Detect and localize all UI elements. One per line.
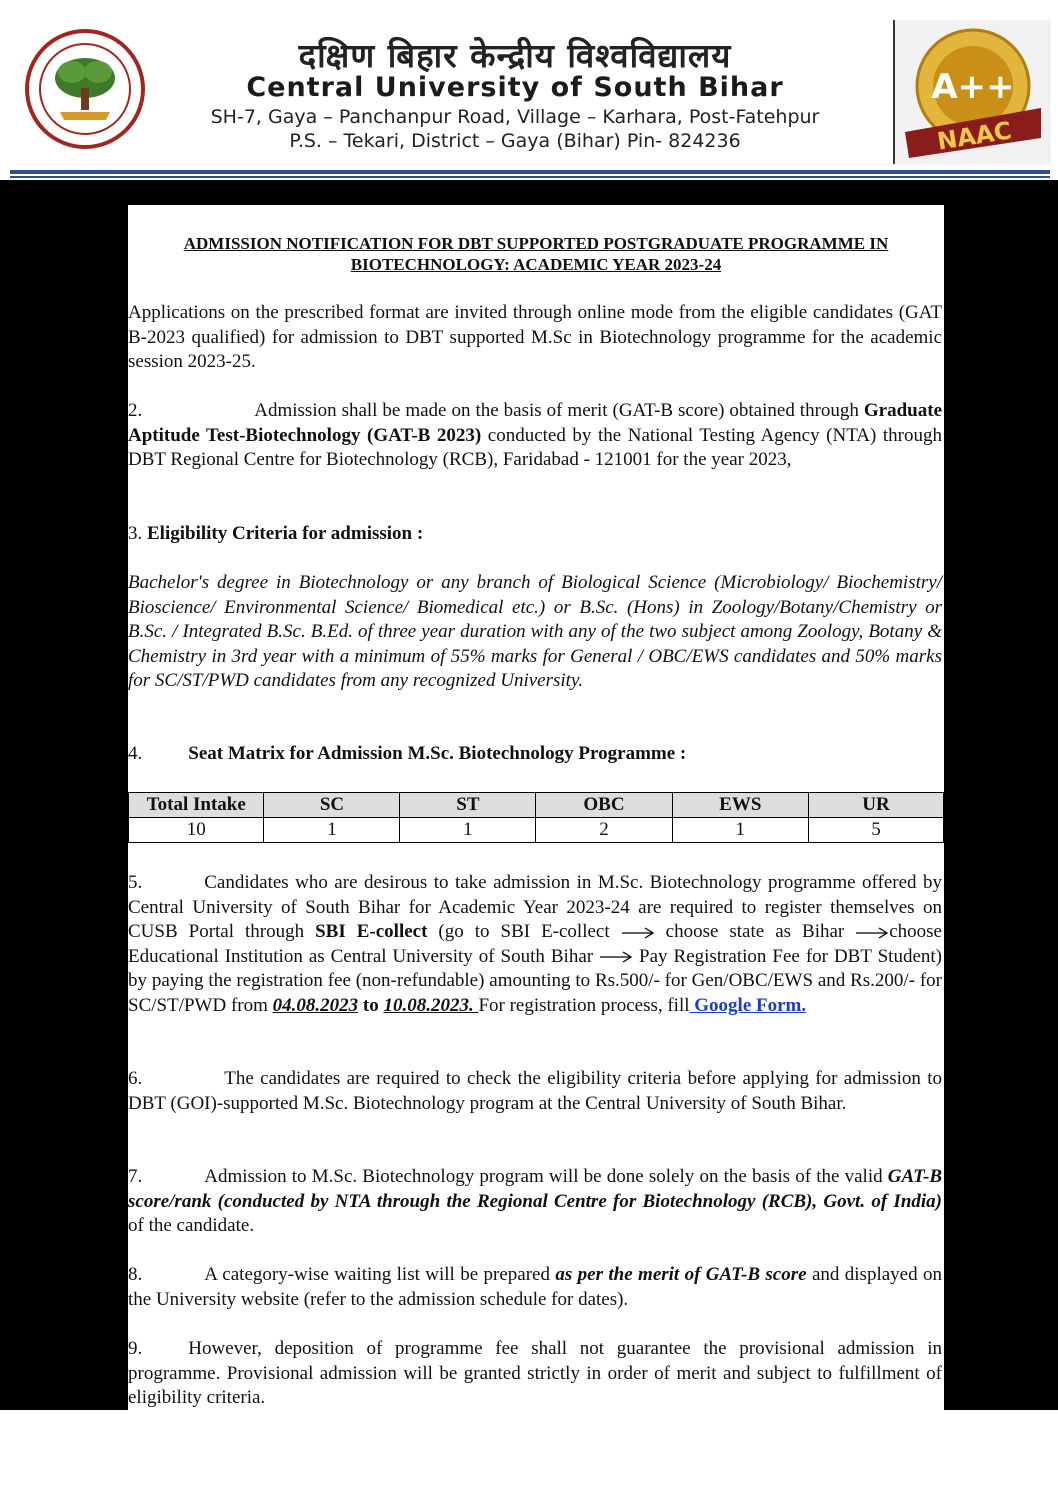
para-text: Admission shall be made on the basis of merit (GAT-B score) obtained through	[254, 400, 864, 421]
letterhead	[0, 18, 1058, 168]
para-number: 9.	[128, 1338, 143, 1359]
header-rule-thin	[10, 176, 1050, 178]
table-cell: 1	[672, 818, 808, 843]
start-date: 04.08.2023	[272, 994, 359, 1016]
paragraph-6	[128, 1067, 942, 1116]
sbi-ecollect: SBI E-collect	[315, 921, 428, 942]
para-number: 3.	[128, 523, 147, 544]
university-name-hindi: दक्षिण बिहार केन्द्रीय विश्वविद्यालय	[298, 36, 732, 75]
table-cell: 10	[129, 818, 264, 843]
paragraph-9	[128, 1337, 942, 1411]
merit-note: as per the merit of GAT-B score	[555, 1264, 807, 1285]
para-text: For registration process, fill	[478, 994, 690, 1016]
gatb-name: Graduate Aptitude Test-Biotechnology (GAT-B 2023)	[128, 400, 942, 446]
gatb-rank-note: GAT-B score/rank (conducted by NTA through the Regional Centre for Biotechnology (RCB), Govt. of India)	[128, 1166, 942, 1212]
eligibility-heading: Eligibility Criteria for admission :	[147, 523, 424, 544]
paragraph-1: Applications on the prescribed format are invited through online mode from the eligible candidates (GAT B-2023 qualified) for admission to DBT supported M.Sc in Biotechnology programme for the academic session 2023-25.	[128, 302, 942, 372]
para-number: 7.	[128, 1166, 143, 1187]
paragraph-2	[128, 399, 942, 473]
seat-matrix-heading: Seat Matrix for Admission M.Sc. Biotechnology Programme :	[188, 743, 687, 764]
table-row	[129, 818, 944, 843]
notice-title	[128, 233, 944, 275]
para-text: of the candidate.	[128, 1215, 255, 1236]
university-name-english: Central University of South Bihar	[246, 72, 784, 103]
google-form-link[interactable]: Google Form.	[689, 994, 807, 1016]
para-text: Candidates who are desirous to take admission in M.Sc. Biotechnology programme offered by Central University of South Bihar for Academic Year 2023-24 are required to register themselves on CUSB Portal through	[128, 872, 942, 942]
svg-text:A++: A++	[931, 67, 1015, 107]
paragraph-7	[128, 1165, 942, 1239]
paragraph-3-heading	[128, 522, 942, 547]
para-text: The candidates are required to check the eligibility criteria before applying for admission to DBT (GOI)-supported M.Sc. Biotechnology program at the Central University of South Bihar.	[128, 1068, 942, 1114]
para-text: and displayed on the University website (refer to the admission schedule for dates).	[128, 1264, 942, 1310]
svg-text:NAAC: NAAC	[935, 116, 1014, 156]
university-emblem-icon	[24, 28, 146, 150]
para-text: A category-wise waiting list will be prepared	[204, 1264, 556, 1285]
title-line-2: BIOTECHNOLOGY: ACADEMIC YEAR 2023-24	[350, 255, 722, 274]
table-cell: 1	[400, 818, 536, 843]
header-rule	[10, 170, 1050, 174]
table-cell: 1	[264, 818, 400, 843]
table-header: SC	[264, 793, 400, 818]
right-arrow-icon	[599, 951, 633, 963]
para-text: conducted by the National Testing Agency (NTA) through DBT Regional Centre for Biotechnology (RCB), Faridabad - 121001 for the year 2023,	[128, 424, 942, 470]
eligibility-criteria: Bachelor's degree in Biotechnology or any branch of Biological Science (Microbiology/ Biochemistry/ Bioscience/ Environmental Science/ Biomedical etc.) or B.Sc. (Hons) in Zoology/Botany/Chemistry or B.Sc. / Integrated B.Sc. B.Ed. of three year duration with any of the two subject among Zoology, Botany & Chemistry in 3rd year with a minimum of 55% marks for General / OBC/EWS candidates and 50% marks for SC/ST/PWD candidates from any recognized University.	[128, 572, 942, 691]
paragraph-5	[128, 871, 942, 1018]
para-number: 6.	[128, 1068, 143, 1089]
para-text: Pay Registration Fee for DBT Student) by paying the registration fee (non-refundable) amounting to Rs.500/- for Gen/OBC/EWS and Rs.200/- for SC/ST/PWD from	[128, 945, 942, 1016]
para-text: to	[358, 994, 384, 1016]
para-text: (go to SBI E-collect	[427, 921, 621, 942]
end-date: 10.08.2023.	[383, 994, 479, 1016]
table-header: EWS	[672, 793, 808, 818]
para-number: 2.	[128, 400, 143, 421]
table-header-row	[129, 793, 944, 818]
para-number: 8.	[128, 1264, 143, 1285]
address-line-1: SH-7, Gaya – Panchanpur Road, Village – Karhara, Post-Fatehpur	[210, 106, 820, 128]
paragraph-4-heading	[128, 742, 942, 767]
table-header: OBC	[536, 793, 672, 818]
naac-badge-icon	[893, 20, 1051, 164]
para-text: choose Educational Institution as Central University of South Bihar	[128, 921, 942, 967]
address-line-2: P.S. – Tekari, District – Gaya (Bihar) Pin- 824236	[289, 130, 741, 152]
table-header: Total Intake	[129, 793, 264, 818]
para-number: 4.	[128, 743, 143, 764]
para-text: choose state as Bihar	[654, 921, 856, 942]
notice-page	[128, 205, 944, 1410]
right-arrow-icon	[855, 927, 889, 939]
seat-matrix-table	[128, 792, 944, 843]
table-header: UR	[808, 793, 943, 818]
table-header: ST	[400, 793, 536, 818]
para-text: Admission to M.Sc. Biotechnology program will be done solely on the basis of the valid	[204, 1166, 888, 1187]
title-line-1: ADMISSION NOTIFICATION FOR DBT SUPPORTED POSTGRADUATE PROGRAMME IN	[183, 234, 889, 253]
para-text: However, deposition of programme fee shall not guarantee the provisional admission in programme. Provisional admission will be granted strictly in order of merit and subject to fulfillment of eligibility criteria.	[128, 1338, 942, 1408]
para-number: 5.	[128, 872, 143, 893]
paragraph-8	[128, 1263, 942, 1312]
table-cell: 2	[536, 818, 672, 843]
right-arrow-icon	[621, 927, 655, 939]
table-cell: 5	[808, 818, 943, 843]
